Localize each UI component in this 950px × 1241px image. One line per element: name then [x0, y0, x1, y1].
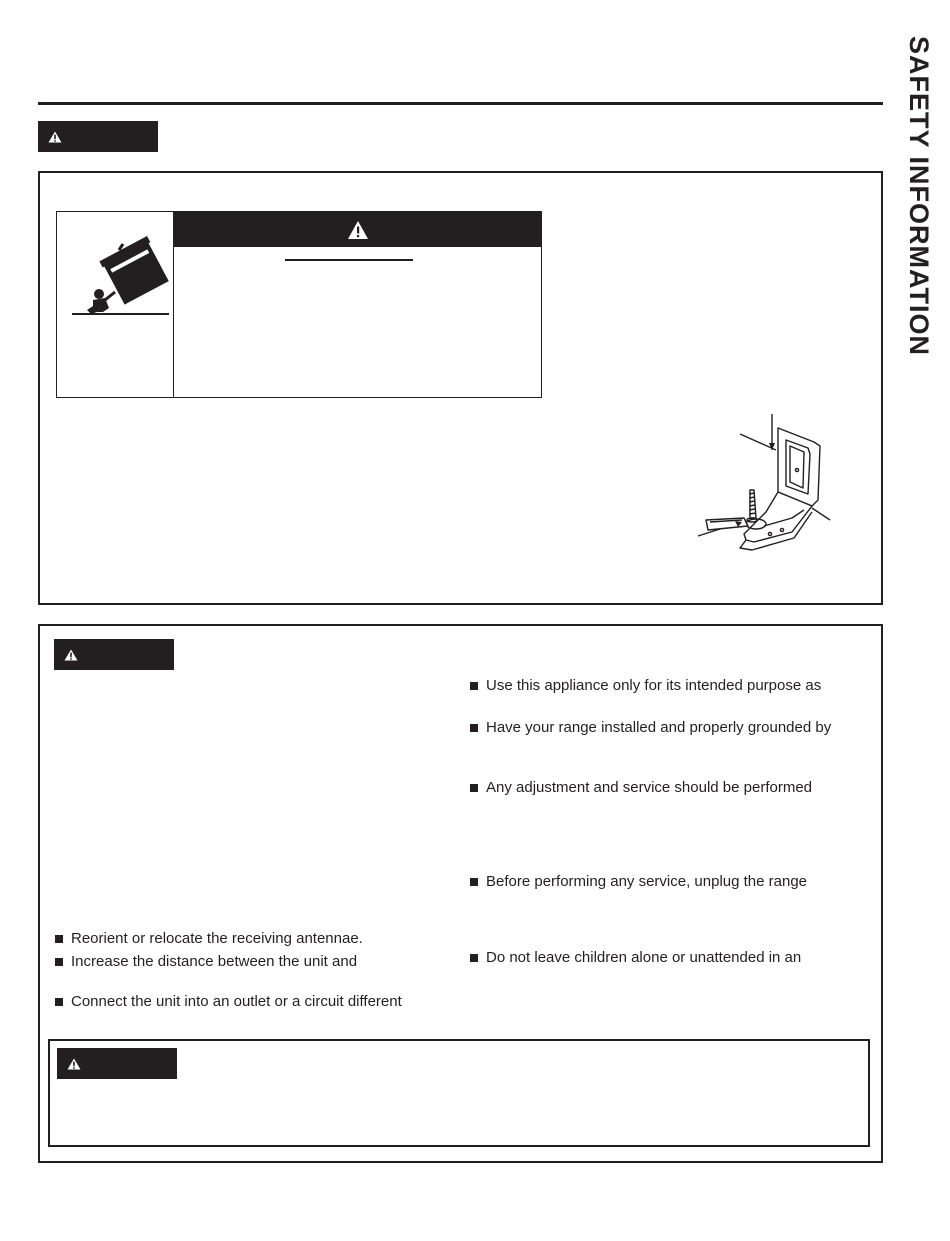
list-item: Connect the unit into an outlet or a circuit different — [55, 993, 402, 1010]
warning-tab-2 — [54, 639, 174, 670]
tip-over-image-cell — [57, 212, 174, 397]
anti-tip-bracket-illustration — [694, 412, 836, 582]
list-item: Use this appliance only for its intended purpose as — [470, 677, 821, 694]
warning-tab-3 — [57, 1048, 177, 1079]
tip-over-hazard-icon — [57, 212, 174, 397]
bullet-square-icon — [470, 878, 478, 886]
bullet-square-icon — [470, 784, 478, 792]
bullet-square-icon — [470, 682, 478, 690]
tip-over-warning-panel — [56, 211, 542, 398]
bullet-square-icon — [55, 958, 63, 966]
warning-triangle-icon — [64, 649, 78, 661]
list-item: Reorient or relocate the receiving antennae. — [55, 930, 363, 947]
tip-over-warning-header — [174, 212, 541, 247]
warning-triangle-icon — [48, 131, 62, 143]
bullet-square-icon — [55, 935, 63, 943]
warning-triangle-icon — [67, 1058, 81, 1070]
side-section-title: SAFETY INFORMATION — [904, 36, 934, 356]
list-item: Increase the distance between the unit and — [55, 953, 357, 970]
bullet-square-icon — [55, 998, 63, 1006]
bullet-square-icon — [470, 724, 478, 732]
tip-over-heading-underline — [285, 259, 413, 261]
header-rule — [38, 102, 883, 105]
warning-tab-1 — [38, 121, 158, 152]
bullet-square-icon — [470, 954, 478, 962]
list-item: Any adjustment and service should be performed — [470, 779, 812, 796]
warning-triangle-icon — [347, 220, 369, 240]
list-item: Have your range installed and properly grounded by — [470, 719, 831, 736]
list-item: Before performing any service, unplug the range — [470, 873, 807, 890]
list-item: Do not leave children alone or unattended in an — [470, 949, 801, 966]
